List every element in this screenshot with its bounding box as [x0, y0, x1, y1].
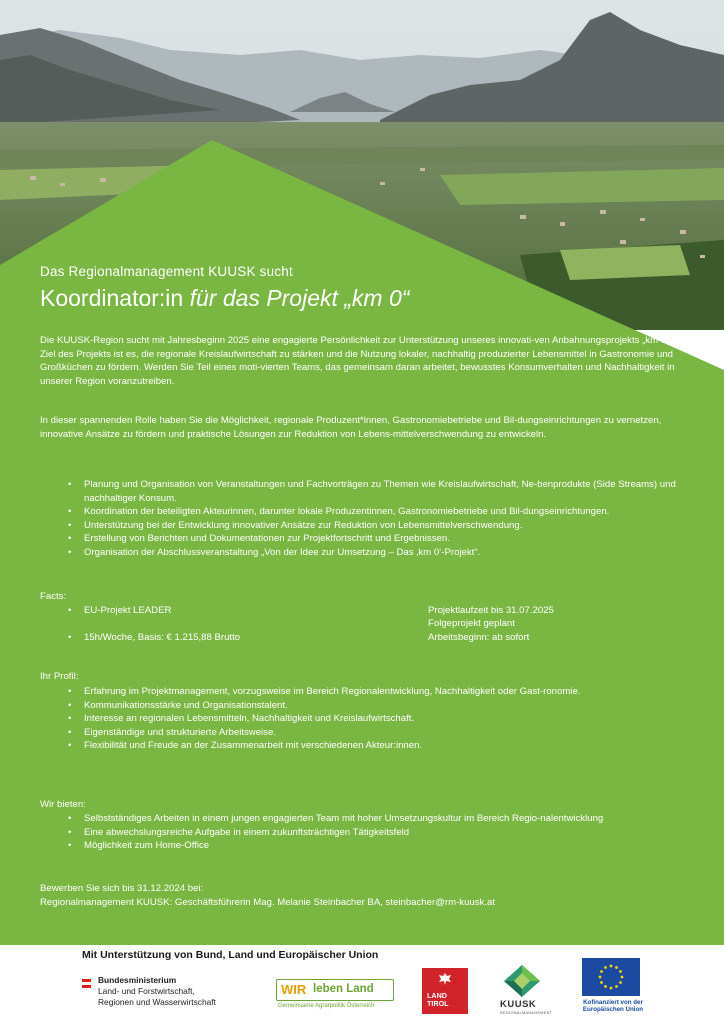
- list-item: • Eine abwechslungsreiche Aufgabe in einem zukunftsträchtigen Tätigkeitsfeld: [68, 826, 680, 840]
- kuusk-emblem-icon: [504, 965, 540, 997]
- list-item: • Selbstständiges Arbeiten in einem jungen engagierten Team mit hoher Umsetzungskultur im Bereich Regio-nalentwicklung: [68, 812, 680, 826]
- list-item: • Erstellung von Berichten und Dokumentationen zur Projektfortschritt und Ergebnissen.: [68, 532, 680, 546]
- fact-detail: Projektlaufzeit bis 31.07.2025: [428, 605, 554, 616]
- apply-label: Bewerben Sie sich bis 31.12.2024 bei:: [40, 883, 204, 894]
- list-item: • Eigenständige und strukturierte Arbeitsweise.: [68, 726, 680, 740]
- list-item: • Flexibilität und Freude an der Zusammenarbeit mit verschiedenen Akteur:innen.: [68, 739, 680, 753]
- list-item: • Unterstützung bei der Entwicklung innovativer Ansätze zur Reduktion von Lebensmittelverschwendung.: [68, 519, 680, 533]
- list-item: • Organisation der Abschlussveranstaltung „Von der Idee zur Umsetzung – Das ‚km 0‘-Projekt“.: [68, 546, 680, 560]
- list-item: • Kommunikationsstärke und Organisationstalent.: [68, 699, 680, 713]
- kuusk-logo: KUUSK REGIONALMANAGEMENT: [492, 965, 556, 1019]
- austria-flag-icon: [82, 979, 91, 988]
- profile-list: [68, 685, 680, 753]
- fact-detail: Folgeprojekt geplant: [428, 618, 515, 629]
- land-tirol-logo: LAND TIROL: [422, 968, 468, 1014]
- title-regular: Koordinator:in: [40, 285, 190, 311]
- role-paragraph: In dieser spannenden Rolle haben Sie die Möglichkeit, regionale Produzent*innen, Gastronomiebetriebe und Bil-dungseinrichtungen zu vernetzen, innovative Ansätze zu fördern und praktische Lösungen zur Reduktion von Lebens-mittelverschwendung zu entwickeln.: [40, 415, 662, 440]
- eu-flag-icon: [582, 958, 640, 996]
- ministry-logo: [82, 975, 272, 1015]
- tasks-list: [68, 478, 680, 559]
- support-line: Mit Unterstützung von Bund, Land und Europäischer Union: [82, 949, 379, 961]
- apply-contact: Regionalmanagement KUUSK: Geschäftsführerin Mag. Melanie Steinbacher BA, steinbacher@rm-kuusk.at: [40, 897, 496, 908]
- fact-item: • EU-Projekt LEADER: [68, 604, 171, 618]
- facts-label: Facts:: [40, 591, 67, 602]
- intro-paragraph: Die KUUSK-Region sucht mit Jahresbeginn 2025 eine engagierte Persönlichkeit zur Unterstützung unseres innovati-ven Anbahnungsprojekts „km 0“. Ziel des Projekts ist es, die regionale Kreislaufwirtschaft zu stärken und die Nutzung lokaler, nachhaltig produzierter Lebensmittel in Gastronomie und Großküchen zu fördern. Werden Sie Teil eines moti-vierten Teams, das gemeinsam daran arbeitet, bewusstes Konsumverhalten und Nachhaltigkeit in unserer Region voranzutreiben.: [40, 335, 675, 387]
- subtitle: Das Regionalmanagement KUUSK sucht: [40, 264, 293, 279]
- eu-cofunded-logo: Kofinanziert von der Europäischen Union: [578, 958, 650, 1020]
- fact-item: • 15h/Woche, Basis: € 1.215,88 Brutto: [68, 631, 240, 645]
- offer-label: Wir bieten:: [40, 799, 86, 810]
- offer-list: [68, 812, 680, 853]
- title-italic: für das Projekt „km 0“: [189, 285, 410, 311]
- page-title: [40, 285, 409, 312]
- list-item: • Planung und Organisation von Veranstaltungen und Fachvorträgen zu Themen wie Kreislaufwirtschaft, Ne-benprodukte (Side Streams) und nachhaltiger Konsum.: [68, 478, 680, 505]
- list-item: • Möglichkeit zum Home-Office: [68, 839, 680, 853]
- list-item: • Interesse an regionalen Lebensmitteln, Nachhaltigkeit und Kreislaufwirtschaft.: [68, 712, 680, 726]
- list-item: • Koordination der beteiligten Akteurinnen, darunter lokale Produzentinnen, Gastronomiebetriebe und Bil-dungseinrichtungen.: [68, 505, 680, 519]
- ministry-name: Bundesministerium Land- und Forstwirtschaft, Regionen und Wasserwirtschaft: [98, 975, 216, 1007]
- list-item: • Erfahrung im Projektmanagement, vorzugsweise im Bereich Regionalentwicklung, Nachhaltigkeit oder Gast-ronomie.: [68, 685, 680, 699]
- profile-label: Ihr Profil:: [40, 671, 79, 682]
- eagle-icon: [438, 972, 452, 986]
- fact-detail: Arbeitsbeginn: ab sofort: [428, 632, 530, 643]
- sponsor-footer: [0, 945, 724, 1024]
- wir-leben-land-logo: WIR leben Land Gemeinsame Agrarpolitik Österreich: [276, 979, 396, 1013]
